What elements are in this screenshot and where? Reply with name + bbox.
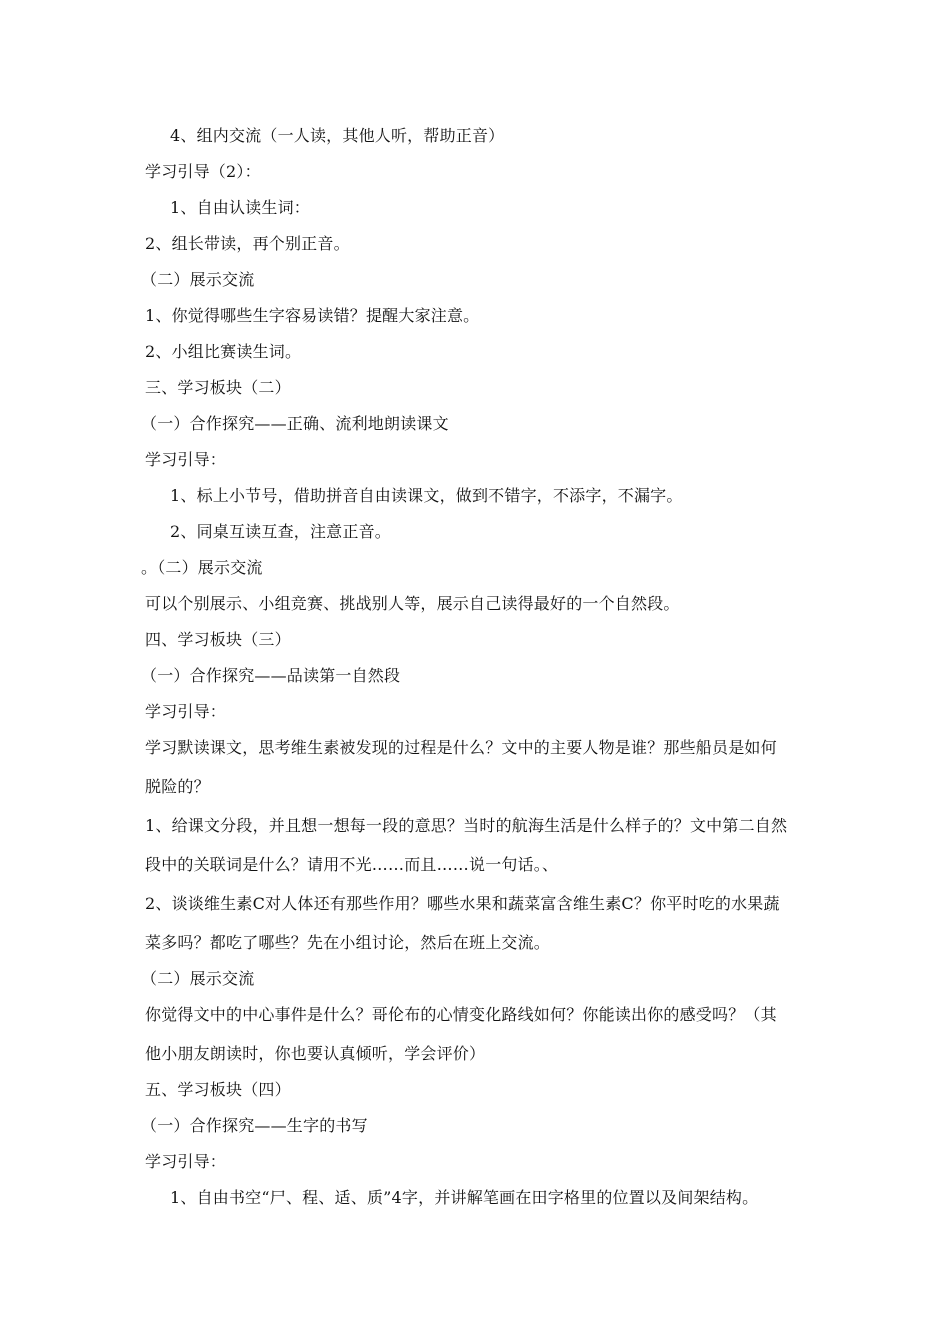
step-2-vitamin-c: 2、谈谈维生素C对人体还有那些作用？哪些水果和蔬菜富含维生素C？你平时吃的水果蔬: [145, 894, 780, 913]
step-1-divide-text: 1、给课文分段，并且想一想每一段的意思？当时的航海生活是什么样子的？文中第二自然: [145, 816, 788, 835]
learning-block-3-heading: 四、学习板块（三）: [145, 630, 291, 649]
step-2-vitamin-c-cont: 菜多吗？都吃了哪些？先在小组讨论，然后在班上交流。: [145, 933, 551, 952]
learning-guide-heading: 学习引导：: [145, 450, 227, 469]
step-2-desk-mates: 2、同桌互读互查，注意正音。: [170, 522, 391, 541]
step-1-mark-sections: 1、标上小节号，借助拼音自由读课文，做到不错字，不添字，不漏字。: [170, 486, 683, 505]
cooperative-inquiry-first-paragraph: （一）合作探究——品读第一自然段: [141, 666, 401, 685]
display-best-paragraph: 可以个别展示、小组竞赛、挑战别人等，展示自己读得最好的一个自然段。: [145, 594, 680, 613]
silent-reading-question-cont: 脱险的？: [145, 777, 210, 796]
section-display-exchange: （二）展示交流: [141, 270, 255, 289]
learning-guide-heading-3: 学习引导：: [145, 1152, 227, 1171]
step-1-read-words: 1、自由认读生词：: [170, 198, 310, 217]
central-event-question: 你觉得文中的中心事件是什么？哥伦布的心情变化路线如何？你能读出你的感受吗？（其: [145, 1005, 777, 1024]
group-word-contest: 2、小组比赛读生词。: [145, 342, 302, 361]
learning-guide-heading-2: 学习引导：: [145, 702, 227, 721]
learning-guide-2-heading: 学习引导（2）：: [145, 162, 261, 181]
cooperative-inquiry-writing: （一）合作探究——生字的书写: [141, 1116, 368, 1135]
step-1-divide-text-cont: 段中的关联词是什么？请用不光……而且……说一句话。、: [145, 855, 559, 874]
learning-block-4-heading: 五、学习板块（四）: [145, 1080, 291, 1099]
cooperative-inquiry-reading: （一）合作探究——正确、流利地朗读课文: [141, 414, 449, 433]
section-display-exchange-3: （二）展示交流: [141, 969, 255, 988]
step-4-group-exchange: 4、组内交流（一人读，其他人听，帮助正音）: [170, 126, 505, 145]
question-hard-characters: 1、你觉得哪些生字容易读错？提醒大家注意。: [145, 306, 480, 325]
section-display-exchange-2: 。（二）展示交流: [141, 558, 263, 577]
silent-reading-question: 学习默读课文，思考维生素被发现的过程是什么？文中的主要人物是谁？那些船员是如何: [145, 738, 777, 757]
step-2-leader-reads: 2、组长带读，再个别正音。: [145, 234, 350, 253]
learning-block-2-heading: 三、学习板块（二）: [145, 378, 291, 397]
central-event-question-cont: 他小朋友朗读时，你也要认真倾听，学会评价）: [145, 1044, 486, 1063]
step-1-air-writing: 1、自由书空“尸、程、适、质”4字，并讲解笔画在田字格里的位置以及间架结构。: [170, 1188, 759, 1207]
